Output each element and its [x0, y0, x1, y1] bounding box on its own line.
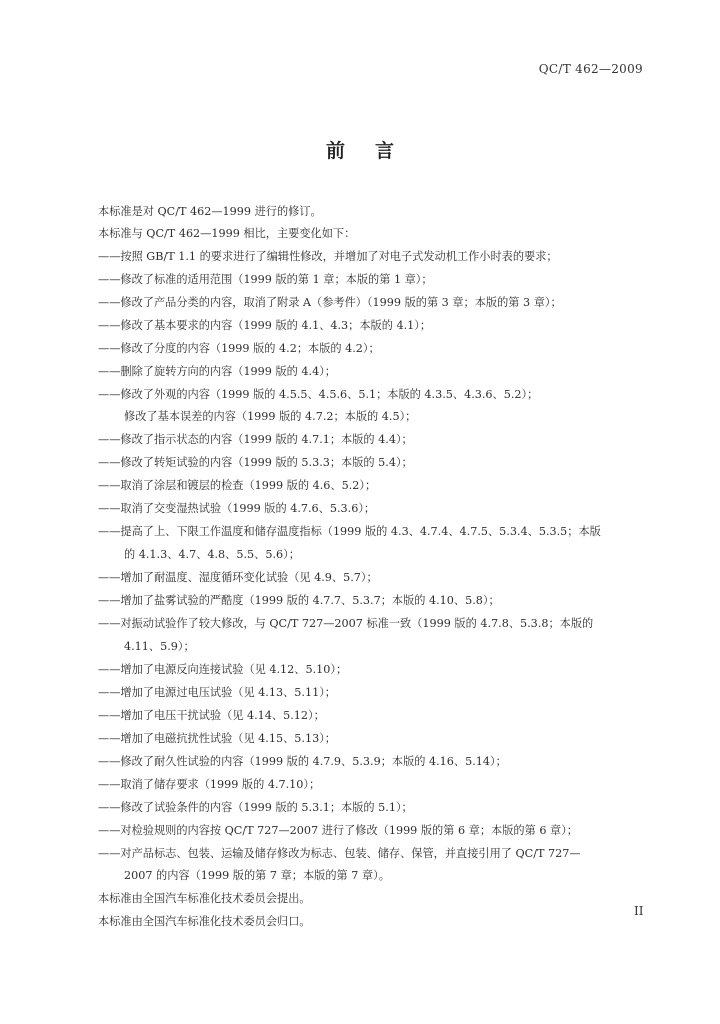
paragraph-line: ——增加了电磁抗扰性试验（见 4.15、5.13）；	[98, 732, 336, 745]
paragraph-line: ——取消了涂层和镀层的检查（1999 版的 4.6、5.2）；	[98, 479, 377, 492]
paragraph-line: ——修改了分度的内容（1999 版的 4.2；本版的 4.2）；	[98, 342, 380, 355]
paragraph-line: ——修改了转矩试验的内容（1999 版的 5.3.3；本版的 5.4）；	[98, 456, 413, 469]
paragraph-line: ——取消了储存要求（1999 版的 4.7.10）；	[98, 778, 321, 791]
paragraph-line: ——提高了上、下限工作温度和储存温度指标（1999 版的 4.3、4.7.4、4.7.5、5.3.4、5.3.5；本版	[98, 525, 601, 538]
paragraph-line: ——对产品标志、包装、运输及储存修改为标志、包装、储存、保管，并直接引用了 QC/T 727—	[98, 847, 581, 860]
paragraph-line: 本标准由全国汽车标准化技术委员会归口。	[98, 915, 311, 928]
paragraph-line: 本标准是对 QC/T 462—1999 进行的修订。	[98, 205, 322, 218]
paragraph-line: ——修改了耐久性试验的内容（1999 版的 4.7.9、5.3.9；本版的 4.16、5.14）；	[98, 755, 507, 768]
paragraph-line: 2007 的内容（1999 版的第 7 章；本版的第 7 章）。	[124, 869, 390, 882]
paragraph-line: ——修改了试验条件的内容（1999 版的 5.3.1；本版的 5.1）；	[98, 801, 413, 814]
paragraph-line: ——对振动试验作了较大修改，与 QC/T 727—2007 标准一致（1999 版的 4.7.8、5.3.8；本版的	[98, 617, 594, 630]
paragraph-line: ——增加了电源过电压试验（见 4.13、5.11）；	[98, 686, 336, 699]
paragraph-line: ——增加了电源反向连接试验（见 4.12、5.10）；	[98, 663, 348, 676]
paragraph-line: ——删除了旋转方向的内容（1999 版的 4.4）；	[98, 365, 336, 378]
standard-number-header: QC/T 462—2009	[538, 62, 643, 76]
paragraph-line: ——修改了产品分类的内容，取消了附录 A（参考件）（1999 版的第 3 章；本版的第 3 章）；	[98, 296, 562, 309]
paragraph-line: ——增加了电压干扰试验（见 4.14、5.12）；	[98, 709, 325, 722]
paragraph-line: 4.11、5.9）；	[124, 640, 195, 653]
paragraph-line: ——修改了外观的内容（1999 版的 4.5.5、4.5.6、5.1；本版的 4.3.5、4.3.6、5.2）；	[98, 388, 539, 401]
paragraph-line: ——按照 GB/T 1.1 的要求进行了编辑性修改，并增加了对电子式发动机工作小时表的要求；	[98, 250, 558, 263]
paragraph-line: 本标准由全国汽车标准化技术委员会提出。	[98, 892, 311, 905]
paragraph-line: 本标准与 QC/T 462—1999 相比，主要变化如下：	[98, 227, 356, 240]
page-number: II	[634, 904, 644, 918]
paragraph-line: 的 4.1.3、4.7、4.8、5.5、5.6）；	[124, 548, 300, 561]
paragraph-line: ——取消了交变湿热试验（1999 版的 4.7.6、5.3.6）；	[98, 502, 376, 515]
page-title: 前言	[325, 140, 424, 162]
paragraph-line: ——对检验规则的内容按 QC/T 727—2007 进行了修改（1999 版的第 6 章；本版的第 6 章）；	[98, 824, 578, 837]
paragraph-line: ——修改了标准的适用范围（1999 版的第 1 章；本版的第 1 章）；	[98, 273, 433, 286]
paragraph-line: ——修改了基本要求的内容（1999 版的 4.1、4.3；本版的 4.1）；	[98, 319, 432, 332]
paragraph-line: ——增加了耐温度、湿度循环变化试验（见 4.9、5.7）；	[98, 571, 378, 584]
paragraph-line: 修改了基本误差的内容（1999 版的 4.7.2；本版的 4.5）；	[124, 410, 417, 423]
paragraph-line: ——增加了盐雾试验的严酷度（1999 版的 4.7.7、5.3.7；本版的 4.10、5.8）；	[98, 594, 500, 607]
paragraph-line: ——修改了指示状态的内容（1999 版的 4.7.1；本版的 4.4）；	[98, 433, 413, 446]
